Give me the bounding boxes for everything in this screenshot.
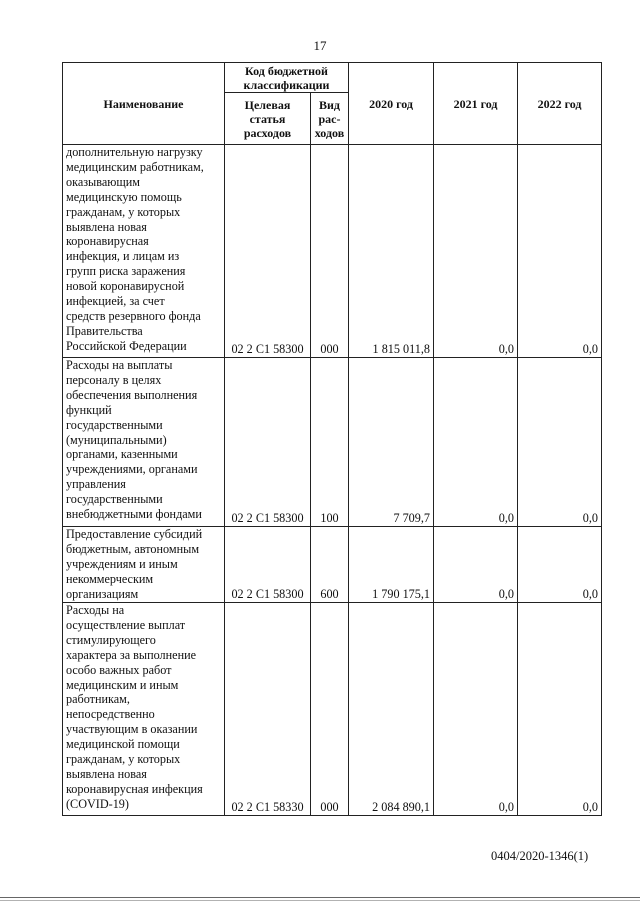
row-value-2021: 0,0 <box>434 603 518 816</box>
table-row <box>63 527 602 603</box>
page-number: 17 <box>313 38 327 53</box>
header-expense-type: Вид рас- ходов <box>311 93 349 145</box>
row-name: Расходы на выплаты персоналу в целях обеспечения выполнения функций государственными (муниципальными) органами, казенными учреждениями, органами управления государственными внебюджетными фондами <box>63 358 225 527</box>
table-row <box>63 145 602 358</box>
row-value-2020: 2 084 890,1 <box>349 603 434 816</box>
row-value-2022: 0,0 <box>518 145 602 358</box>
header-name: Наименование <box>63 63 225 145</box>
row-target-article: 02 2 С1 58300 <box>225 145 311 358</box>
scan-edge-line <box>0 897 640 898</box>
scan-edge-line <box>0 900 640 901</box>
row-expense-type: 600 <box>311 527 349 603</box>
row-expense-type: 100 <box>311 358 349 527</box>
row-target-article: 02 2 С1 58330 <box>225 603 311 816</box>
row-name: Предоставление субсидий бюджетным, автономным учреждениям и иным некоммерческим организациям <box>63 527 225 603</box>
row-expense-type: 000 <box>311 145 349 358</box>
row-expense-type: 000 <box>311 603 349 816</box>
document-code: 0404/2020-1346(1) <box>491 849 589 863</box>
row-target-article: 02 2 С1 58300 <box>225 358 311 527</box>
row-value-2022: 0,0 <box>518 527 602 603</box>
row-value-2020: 1 790 175,1 <box>349 527 434 603</box>
row-value-2021: 0,0 <box>434 145 518 358</box>
row-value-2021: 0,0 <box>434 358 518 527</box>
row-name: Расходы на осуществление выплат стимулирующего характера за выполнение особо важных работ медицинским и иным работникам, непосредственно участвующим в оказании медицинской помощи гражданам, у которых выявлена новая коронавирусная инфекция (COVID-19) <box>63 603 225 816</box>
table-row <box>63 603 602 816</box>
table-row <box>63 358 602 527</box>
row-target-article: 02 2 С1 58300 <box>225 527 311 603</box>
header-year-2021: 2021 год <box>434 63 518 145</box>
row-name: дополнительную нагрузку медицинским работникам, оказывающим медицинскую помощь гражданам, у которых выявлена новая коронавирусная инфекция, и лицам из групп риска заражения новой коронавирусной инфекцией, за счет средств резервного фонда Правительства Российской Федерации <box>63 145 225 358</box>
header-year-2020: 2020 год <box>349 63 434 145</box>
budget-table <box>62 62 602 816</box>
row-value-2022: 0,0 <box>518 358 602 527</box>
row-value-2021: 0,0 <box>434 527 518 603</box>
header-target-article: Целевая статья расходов <box>225 93 311 145</box>
header-budget-code: Код бюджетной классификации <box>225 63 349 93</box>
row-value-2020: 1 815 011,8 <box>349 145 434 358</box>
row-value-2022: 0,0 <box>518 603 602 816</box>
header-year-2022: 2022 год <box>518 63 602 145</box>
row-value-2020: 7 709,7 <box>349 358 434 527</box>
